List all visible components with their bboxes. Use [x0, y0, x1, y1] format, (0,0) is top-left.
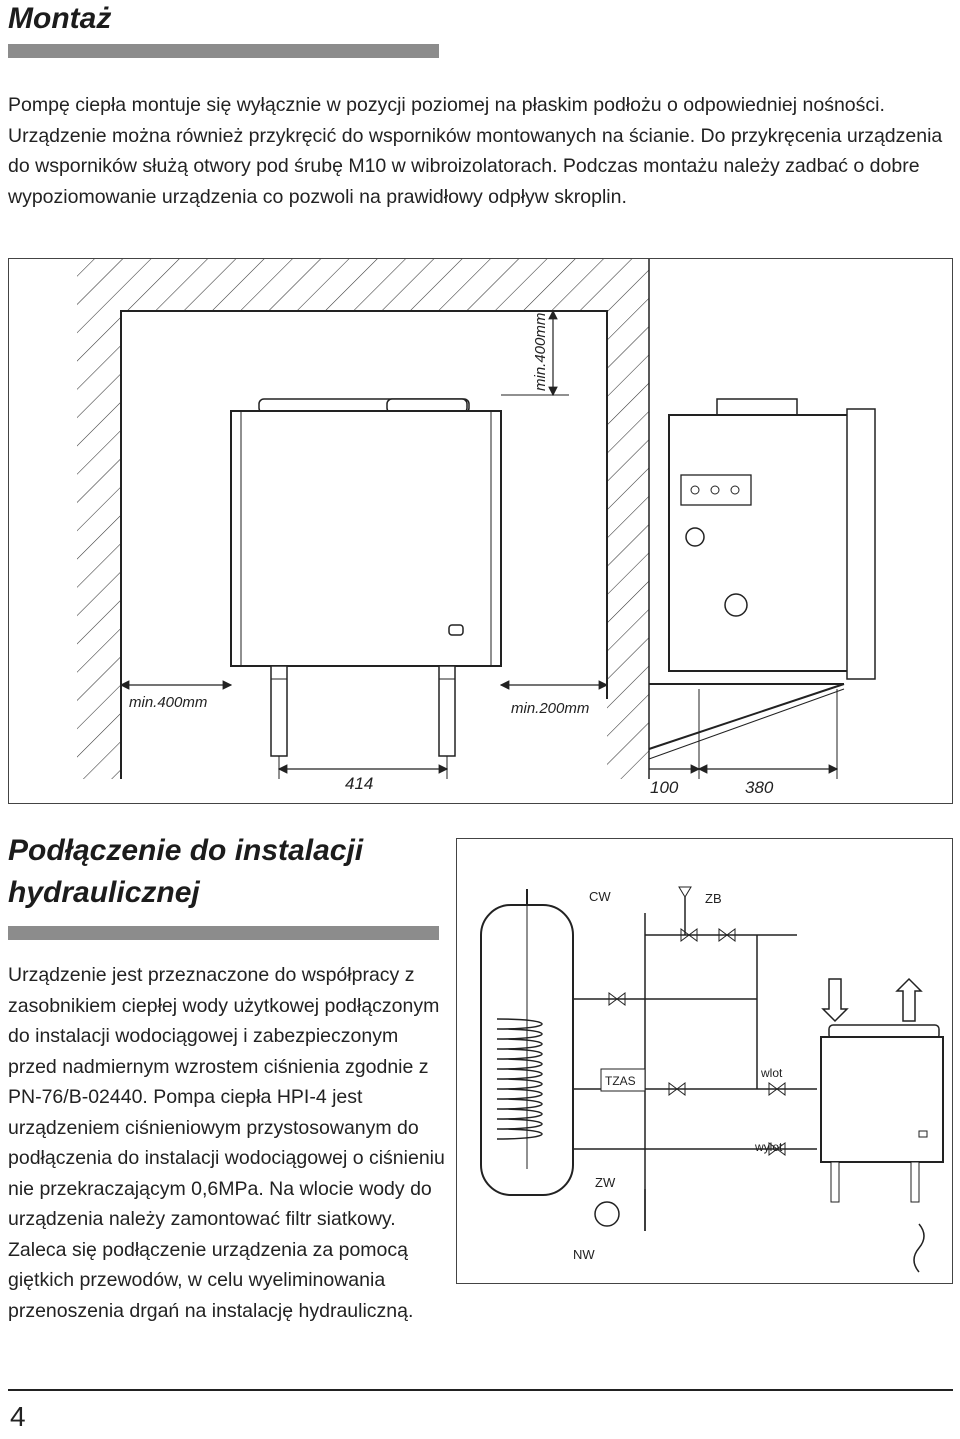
label-tzas: TZAS [605, 1074, 636, 1088]
section-heading-mount: Montaż [8, 2, 112, 35]
footer-rule [8, 1389, 953, 1391]
hot-water-tank [481, 889, 573, 1195]
dim-left-label: min.400mm [129, 694, 208, 711]
dim-bracket-a-label: 100 [650, 778, 679, 797]
heading-rule [8, 926, 439, 940]
paragraph-mount: Pompę ciepła montuje się wyłącznie w pozycji poziomej na płaskim podłożu o odpowiedniej nośności. Urządzenie można również przykręcić do wsporników montowanych na ścianie. Do przykręcenia urządzenia do wsporników służą otwory pod śrubę M10 w wibroizolatorach. Podczas montażu należy zadbać o dobre wypoziomowanie urządzenia co pozwoli na prawidłowy odpływ skroplin. [8, 94, 943, 208]
heat-pump-side-view [649, 399, 875, 759]
label-cw: CW [589, 889, 611, 904]
section-heading-hydraulic: Podłączenie do instalacji hydraulicznej [8, 834, 364, 909]
dim-feet-label: 414 [345, 774, 374, 793]
page-number: 4 [10, 1401, 26, 1432]
label-wlot: wlot [761, 1066, 783, 1080]
paragraph-hydraulic: Urządzenie jest przeznaczone do współpracy z zasobnikiem ciepłej wody użytkowej podłączonym do instalacji wodociągowej i zabezpieczonym przed nadmiernym wzrostem ciśnienia zgodnie z PN-76/B-02440. Pompa ciepła HPI-4 jest urządzeniem ciśnieniowym przystosowanym do podłączenia do instalacji wodociągowej o ciśnieniu nie przekraczającym 0,6MPa. Na wlocie wody do urządzenia należy zamontować filtr siatkowy. Zaleca się podłączenie urządzenia za pomocą giętkich przewodów, w celu wyeliminowania przenoszenia drgań na instalację hydrauliczną. [8, 960, 953, 1326]
hydraulic-diagram [456, 838, 953, 1284]
label-wylot: wylot [755, 1140, 783, 1154]
label-zw: ZW [595, 1175, 616, 1190]
mounting-diagram [8, 258, 953, 804]
dim-top-label: min.400mm [532, 312, 549, 391]
heat-pump-unit [821, 979, 943, 1272]
dim-bracket-b-label: 380 [745, 778, 774, 797]
dim-right-label: min.200mm [511, 700, 590, 717]
heat-pump-front-view [231, 399, 501, 756]
heading-rule [8, 44, 439, 58]
label-zb: ZB [705, 891, 722, 906]
label-nw: NW [573, 1247, 595, 1262]
